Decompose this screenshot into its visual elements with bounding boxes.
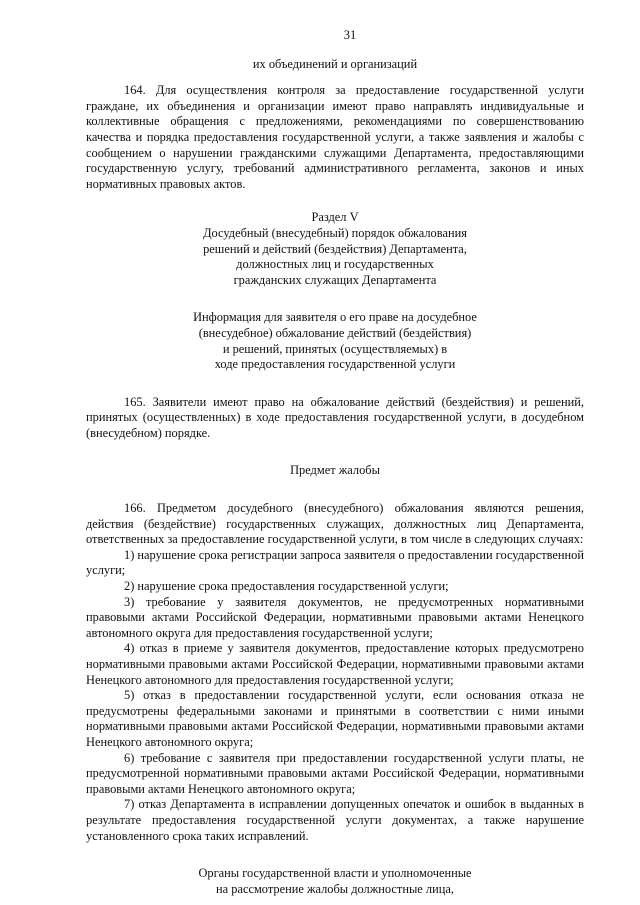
section-subtitle-line: должностных лиц и государственных <box>236 257 434 272</box>
section-title: Раздел V <box>311 210 359 225</box>
list-item: 1) нарушение срока регистрации запроса заявителя о предоставлении государственной услуги; <box>86 547 584 578</box>
bottom-heading-line: на рассмотрение жалобы должностные лица, <box>216 881 454 896</box>
info-heading-line: ходе предоставления государственной услуги <box>214 357 456 372</box>
paragraph-166: 166. Предметом досудебного (внесудебного) обжалования являются решения, действия (бездействие) государственных служащих, должностных лиц Департамента, ответственных за предоставление государственной услуги, в том числе в следующих случаях: <box>86 501 584 547</box>
bottom-heading-line: Органы государственной власти и уполномоченные <box>198 866 472 881</box>
list-item: 5) отказ в предоставлении государственной услуги, если основания отказа не предусмотрены федеральными законами и принятыми в соответствии с ними иными нормативными правовыми актами Российской Федерации, нормативными правовыми актами Ненецкого автономного округа; <box>86 688 584 749</box>
info-heading-line: Информация для заявителя о его праве на досудебное <box>193 310 477 325</box>
paragraph-165: 165. Заявители имеют право на обжалование действий (бездействия) и решений, принятых (осуществленных) в ходе предоставления государственной услуги, в досудебном (внесудебном) порядке. <box>86 394 584 440</box>
info-heading-line: и решений, принятых (осуществляемых) в <box>222 341 448 356</box>
info-heading-line: (внесудебное) обжалование действий (бездействия) <box>198 325 472 340</box>
list-item: 6) требование с заявителя при предоставлении государственной услуги платы, не предусмотренной нормативными правовыми актами Российской Федерации, нормативными правовыми актами Ненецкого автономного округа; <box>86 750 584 796</box>
section-subtitle-line: Досудебный (внесудебный) порядок обжалования <box>203 225 467 240</box>
list-item: 2) нарушение срока предоставления государственной услуги; <box>124 579 449 594</box>
paragraph-164: 164. Для осуществления контроля за предоставление государственной услуги граждане, их объединения и организации имеют право направлять индивидуальные и коллективные обращения с предложениями, рекомендациями по совершенствованию качества и порядка предоставления государственной услуги, а также заявления и жалобы с сообщением о нарушении гражданскими служащими Департамента, предоставляющими государственную услугу, требований административного регламента, законов и иных нормативных правовых актов. <box>86 83 584 191</box>
list-item: 7) отказ Департамента в исправлении допущенных опечаток и ошибок в выданных в результате предоставления государственной услуги документах, а также нарушение установленного срока таких исправлений. <box>86 797 584 843</box>
list-item: 3) требование у заявителя документов, не предусмотренных нормативными правовыми актами Российской Федерации, нормативными правовыми актами Ненецкого автономного округа для предоставления государственной услуги; <box>86 594 584 640</box>
list-item: 4) отказ в приеме у заявителя документов, предоставление которых предусмотрено нормативными правовыми актами Российской Федерации, нормативными правовыми актами Ненецкого автономного для предоставления государственной услуги; <box>86 641 584 687</box>
subject-heading: Предмет жалобы <box>290 463 380 478</box>
page-number: 31 <box>343 28 357 42</box>
section-subtitle-line: решений и действий (бездействия) Департамента, <box>203 241 467 256</box>
continued-heading: их объединений и организаций <box>252 56 418 71</box>
section-subtitle-line: гражданских служащих Департамента <box>233 272 437 287</box>
